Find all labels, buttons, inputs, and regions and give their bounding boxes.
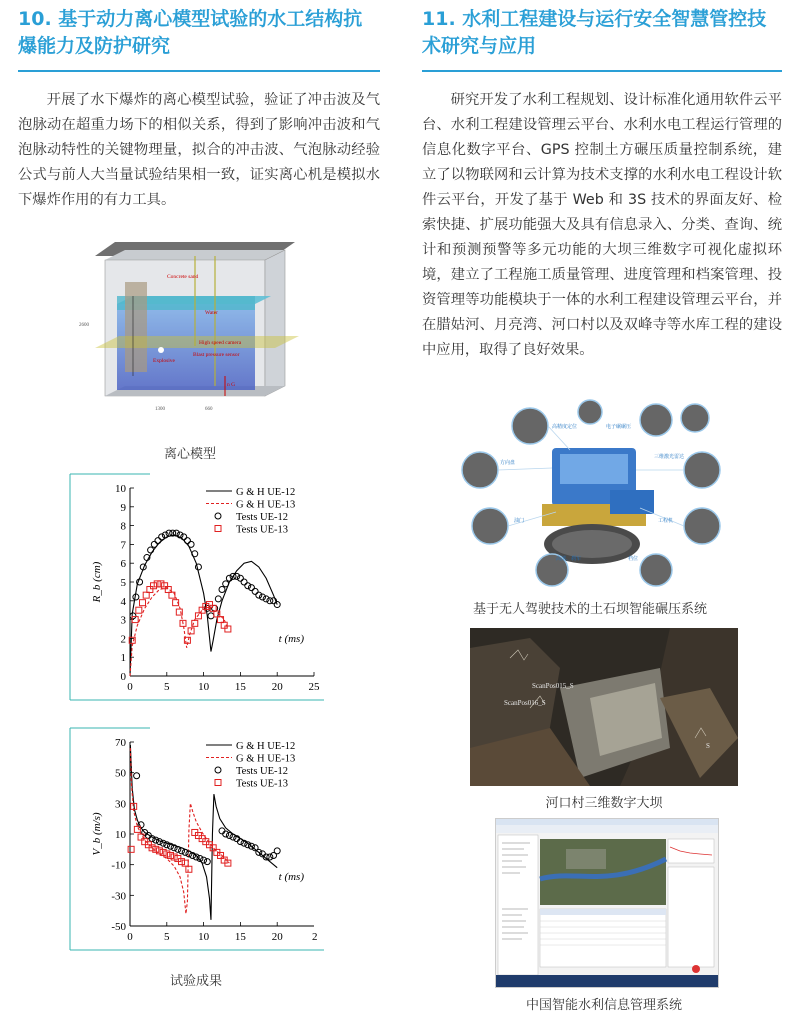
x-tick-label: 10	[198, 681, 210, 693]
data-point-square	[195, 613, 201, 619]
y-tick-label: -50	[111, 921, 126, 933]
dam-label-s: S	[706, 742, 710, 750]
roller-system-figure	[460, 398, 722, 590]
data-point-circle	[274, 602, 280, 608]
y-tick-label: 4	[120, 595, 126, 608]
data-point-circle	[184, 538, 190, 544]
data-point-circle	[219, 587, 225, 593]
dim-1300: 1300	[155, 407, 165, 412]
data-point-circle	[252, 588, 258, 594]
results-caption: 试验成果	[169, 974, 222, 989]
data-point-circle	[137, 579, 143, 585]
data-point-circle	[162, 532, 168, 538]
centrifuge-model-figure	[75, 236, 305, 436]
y-tick-label: 3	[120, 614, 126, 627]
dam-3d-figure	[470, 628, 738, 786]
y-tick-label: 0	[120, 671, 126, 683]
roller-label-steering: 方向盘	[500, 461, 516, 466]
x-tick-label: 20	[271, 931, 283, 943]
data-point-circle	[134, 773, 140, 779]
section-10-heading: 10. 基于动力离心模型试验的水工结构抗爆能力及防护研究	[18, 8, 363, 57]
data-point-circle	[204, 859, 210, 865]
data-point-circle	[223, 581, 229, 587]
data-table	[540, 909, 666, 967]
y-tick-label: 70	[115, 737, 126, 749]
data-point-circle	[159, 534, 165, 540]
y-tick-label: 6	[120, 558, 126, 571]
legend-label: G & H UE-13	[236, 753, 296, 765]
data-point-square	[147, 587, 153, 593]
data-point-circle	[173, 530, 179, 536]
data-point-circle	[245, 583, 251, 589]
data-point-square	[143, 592, 149, 598]
data-point-circle	[215, 596, 221, 602]
label-concrete-sand: Concrete sand	[167, 274, 199, 280]
section-11-paragraph: 研究开发了水利工程规划、设计标准化通用软件云平台、水利工程建设管理云平台、水利水电工程运行管理的信息化数字平台、GPS 控制土方碾压质量控制系统，建立了以物联网和云计算为技术支撑的水利水电工程设计软件云平台，开发了基于 Web 和 3S 技术的界面友好、检索快捷、扩展功能强大及具有信息录入、分类、查询、统计和预测预警等多元功能的大坝三维数字可视化虚拟环境，建立了工程施工质量管理、进度管理和档案管理、投资管理等功能模块于一体的水利工程建设管理云平台，并在腊姑河、月亮湾、河口村以及双峰寺等水库工程的建设中应用，取得了良好效果。	[422, 92, 782, 358]
x-tick-label: 5	[164, 931, 170, 943]
y-tick-label: 7	[120, 539, 126, 552]
data-point-square	[182, 860, 188, 866]
roller-label-lidar: 三维激光雷达	[654, 455, 685, 460]
x-tick-label: 15	[234, 931, 246, 943]
label-water: Water	[205, 310, 218, 316]
roller-label-electronic: 电子碾碾压	[606, 425, 632, 430]
section-10-rule	[18, 70, 380, 72]
data-point-circle	[179, 848, 185, 854]
legend-marker	[215, 513, 221, 519]
data-point-circle	[234, 573, 240, 579]
x-tick-label: 10	[198, 931, 210, 943]
model-caption: 离心模型	[163, 447, 216, 462]
data-point-circle	[241, 579, 247, 585]
y-tick-label: 8	[120, 520, 126, 533]
y-tick-label: 10	[115, 483, 126, 495]
data-point-square	[128, 846, 134, 852]
data-point-square	[167, 852, 173, 858]
y-tick-label: 1	[120, 652, 126, 665]
y-axis-label: R_b (cm)	[91, 561, 103, 603]
y-tick-label: 30	[115, 798, 126, 811]
y-tick-label: 2	[120, 633, 126, 646]
legend-label: G & H UE-12	[236, 741, 296, 752]
data-point-circle	[274, 848, 280, 854]
dam-caption: 河口村三维数字大坝	[545, 796, 663, 811]
label-ng: n G	[227, 382, 236, 388]
series-line	[130, 535, 277, 676]
data-point-circle	[256, 592, 262, 598]
legend-marker	[215, 526, 221, 532]
legend-label: Tests UE-12	[236, 512, 289, 523]
x-tick-label: 15	[234, 681, 246, 693]
data-point-circle	[175, 846, 181, 852]
roller-label-brake: 高清、刹车	[556, 557, 582, 562]
section-11-heading: 11. 水利工程建设与运行安全智慧管控技术研究与应用	[422, 8, 767, 57]
data-point-circle	[195, 564, 201, 570]
data-point-circle	[263, 596, 269, 602]
data-point-circle	[155, 538, 161, 544]
data-point-square	[186, 866, 192, 872]
data-point-circle	[181, 534, 187, 540]
satellite-map	[540, 839, 666, 905]
rb-chart	[68, 472, 324, 704]
legend-marker	[215, 780, 221, 786]
data-point-circle	[188, 541, 194, 547]
y-tick-label: -30	[111, 890, 126, 903]
dam-label-scanpos016: ScanPos016_S	[504, 699, 546, 707]
dim-660: 660	[205, 407, 213, 412]
y-tick-label: -10	[111, 859, 126, 872]
x-tick-label: 2	[312, 931, 318, 943]
data-point-circle	[230, 834, 236, 840]
data-point-square	[158, 581, 164, 587]
data-point-square	[171, 854, 177, 860]
data-point-circle	[267, 854, 273, 860]
data-point-circle	[182, 849, 188, 855]
legend-label: G & H UE-12	[236, 487, 296, 498]
data-point-circle	[201, 857, 207, 863]
y-tick-label: 50	[115, 767, 126, 780]
data-point-square	[164, 851, 170, 857]
x-tick-label: 25	[308, 681, 320, 693]
data-point-square	[154, 581, 160, 587]
data-point-square	[136, 607, 142, 613]
left-column	[18, 0, 380, 213]
data-point-circle	[151, 541, 157, 547]
data-point-square	[151, 583, 157, 589]
x-tick-label: 5	[164, 681, 170, 693]
data-point-square	[225, 626, 231, 632]
y-tick-label: 5	[120, 577, 126, 589]
label-high-speed-camera: High speed camera	[199, 340, 242, 346]
right-column	[422, 0, 782, 363]
x-axis-label: t (ms)	[278, 633, 304, 646]
section-11-rule	[422, 70, 782, 72]
label-explosive: Explosive	[153, 358, 175, 364]
roller-caption: 基于无人驾驶技术的土石坝智能碾压系统	[472, 602, 707, 617]
legend-label: Tests UE-12	[236, 766, 289, 777]
legend-label: Tests UE-13	[236, 524, 289, 536]
section-10-paragraph: 开展了水下爆炸的离心模型试验，验证了冲击波及气泡脉动在超重力场下的相似关系，得到了影响冲击波和气泡脉动特性的关键物理量，拟合的冲击波、气泡脉动经验公式与前人大当量试验结果相一致，证实离心机是模拟水下爆炸作用的有力工具。	[18, 92, 380, 208]
roller-label-machine: 工程机	[658, 519, 674, 524]
x-axis-label: t (ms)	[278, 871, 304, 883]
data-point-circle	[226, 833, 232, 839]
system-screenshot-figure	[495, 818, 719, 988]
data-point-circle	[130, 613, 136, 619]
y-tick-label: 9	[120, 501, 126, 514]
data-point-circle	[237, 575, 243, 581]
roller-label-positioning: 高精度定位	[552, 425, 578, 430]
data-point-circle	[148, 547, 154, 553]
data-point-circle	[208, 613, 214, 619]
data-point-square	[140, 600, 146, 606]
y-axis-label: V_b (m/s)	[91, 812, 103, 856]
legend-label: Tests UE-13	[236, 778, 289, 790]
legend-label: G & H UE-13	[236, 499, 296, 511]
x-tick-label: 0	[127, 931, 133, 943]
data-point-circle	[248, 585, 254, 591]
x-tick-label: 20	[271, 681, 283, 693]
series-line	[130, 748, 229, 914]
roller-label-gear: 档位	[628, 557, 639, 562]
vb-chart	[68, 726, 324, 956]
label-blast-sensor: Blast pressure sensor	[193, 352, 240, 358]
dim-2600: 2600	[79, 323, 89, 328]
roller-label-throttle: 油门	[514, 519, 525, 524]
dam-label-scanpos015: ScanPos015_S	[532, 682, 574, 690]
data-point-square	[156, 848, 162, 854]
legend-marker	[215, 767, 221, 773]
y-tick-label: 10	[115, 829, 126, 841]
system-caption: 中国智能水利信息管理系统	[525, 998, 682, 1013]
x-tick-label: 0	[127, 681, 133, 693]
data-point-circle	[259, 594, 265, 600]
